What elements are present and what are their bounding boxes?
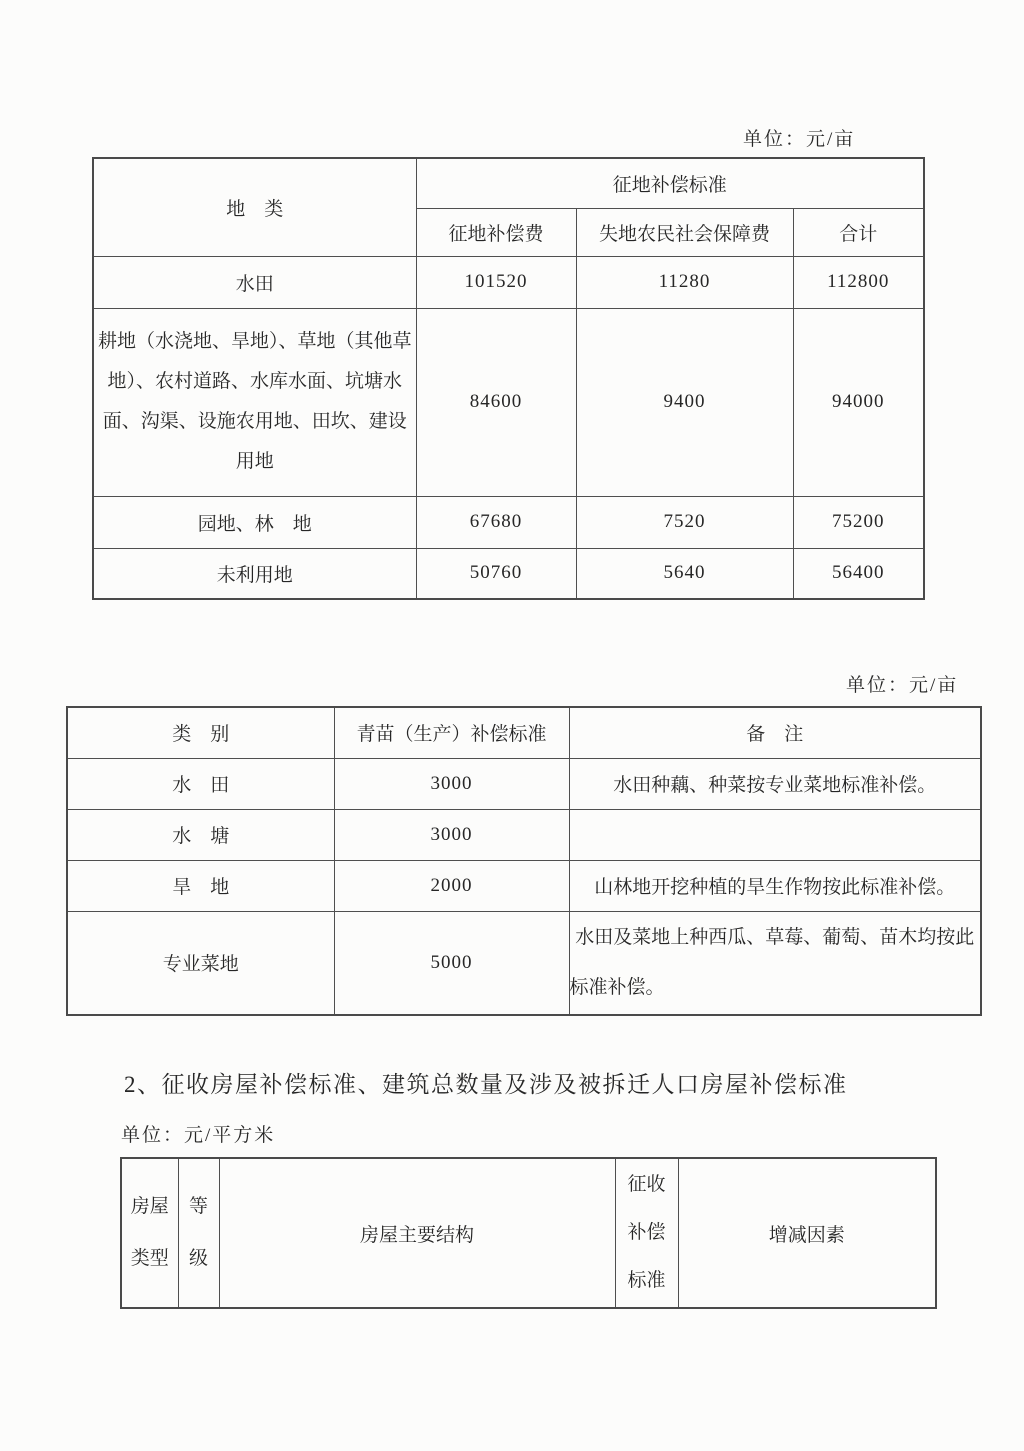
t1-header-total: 合计 [793, 208, 924, 256]
t1-header-fee: 征地补偿费 [416, 208, 576, 256]
table-row [121, 1158, 936, 1308]
t2-category-cell: 水 塘 [67, 809, 334, 860]
t2-remark-cell: 山林地开挖种植的旱生作物按此标准补偿。 [569, 860, 981, 911]
t1-header-social: 失地农民社会保障费 [576, 208, 793, 256]
grade-line2: 级 [188, 1248, 208, 1269]
t2-category-cell: 水 田 [67, 758, 334, 809]
t1-fee-cell: 101520 [416, 256, 576, 308]
t1-fee-cell: 67680 [416, 496, 576, 548]
table-row [67, 758, 981, 809]
t1-fee-cell: 84600 [416, 308, 576, 496]
table-row [67, 707, 981, 758]
t2-standard-cell: 5000 [334, 911, 569, 1015]
t2-standard-cell: 3000 [334, 809, 569, 860]
t3-header-standard [615, 1158, 678, 1308]
house-compensation-table [120, 1157, 937, 1309]
t2-remark-cell: 水田种藕、种菜按专业菜地标准补偿。 [569, 758, 981, 809]
young-crop-compensation-table [66, 706, 982, 1016]
unit-label-table1: 单位：元/亩 [743, 129, 856, 150]
t2-category-cell: 旱 地 [67, 860, 334, 911]
house-type-line2: 类型 [130, 1248, 169, 1269]
t1-land-cell: 耕地（水浇地、旱地）、草地（其他草地）、农村道路、水库水面、坑塘水面、沟渠、设施农用地、田坎、建设用地 [93, 308, 416, 496]
t2-header-standard: 青苗（生产）补偿标准 [334, 707, 569, 758]
table-row [93, 496, 924, 548]
standard-line3: 标准 [627, 1270, 666, 1291]
unit-label-table2: 单位：元/亩 [846, 675, 959, 696]
t1-header-land-type: 地 类 [93, 158, 416, 256]
t1-social-cell: 11280 [576, 256, 793, 308]
house-type-lines [122, 1159, 178, 1307]
t2-header-category: 类 别 [67, 707, 334, 758]
table-row [93, 158, 924, 208]
t3-header-house-type [121, 1158, 178, 1308]
t1-land-cell: 未利用地 [93, 548, 416, 599]
t1-land-cell: 园地、林 地 [93, 496, 416, 548]
t1-social-cell: 7520 [576, 496, 793, 548]
table-row [67, 809, 981, 860]
standard-line2: 补偿 [627, 1222, 666, 1243]
standard-line1: 征收 [627, 1174, 666, 1195]
t1-total-cell: 94000 [793, 308, 924, 496]
table-row [93, 548, 924, 599]
t1-social-cell: 9400 [576, 308, 793, 496]
t1-header-group: 征地补偿标准 [416, 158, 924, 208]
t2-standard-cell: 2000 [334, 860, 569, 911]
t3-header-grade [178, 1158, 219, 1308]
t2-header-remark: 备 注 [569, 707, 981, 758]
unit-label-table3: 单位：元/平方米 [121, 1125, 276, 1146]
table-row [67, 911, 981, 1015]
house-type-line1: 房屋 [130, 1196, 169, 1217]
t1-social-cell: 5640 [576, 548, 793, 599]
t1-land-cell: 水田 [93, 256, 416, 308]
land-expropriation-table [92, 157, 925, 600]
t3-header-factors: 增减因素 [678, 1158, 936, 1308]
t2-standard-cell: 3000 [334, 758, 569, 809]
t2-remark-cell: 水田及菜地上种西瓜、草莓、葡萄、苗木均按此标准补偿。 [569, 911, 981, 1015]
t2-category-cell: 专业菜地 [67, 911, 334, 1015]
t1-total-cell: 56400 [793, 548, 924, 599]
section-heading: 2、征收房屋补偿标准、建筑总数量及涉及被拆迁人口房屋补偿标准 [124, 1072, 848, 1097]
t3-header-structure: 房屋主要结构 [219, 1158, 615, 1308]
table-row [67, 860, 981, 911]
grade-line1: 等 [188, 1196, 208, 1217]
standard-lines [616, 1159, 678, 1307]
t1-total-cell: 112800 [793, 256, 924, 308]
t1-fee-cell: 50760 [416, 548, 576, 599]
t1-total-cell: 75200 [793, 496, 924, 548]
grade-lines [179, 1159, 219, 1307]
t2-remark-cell [569, 809, 981, 860]
table-row [93, 256, 924, 308]
table-row [93, 308, 924, 496]
